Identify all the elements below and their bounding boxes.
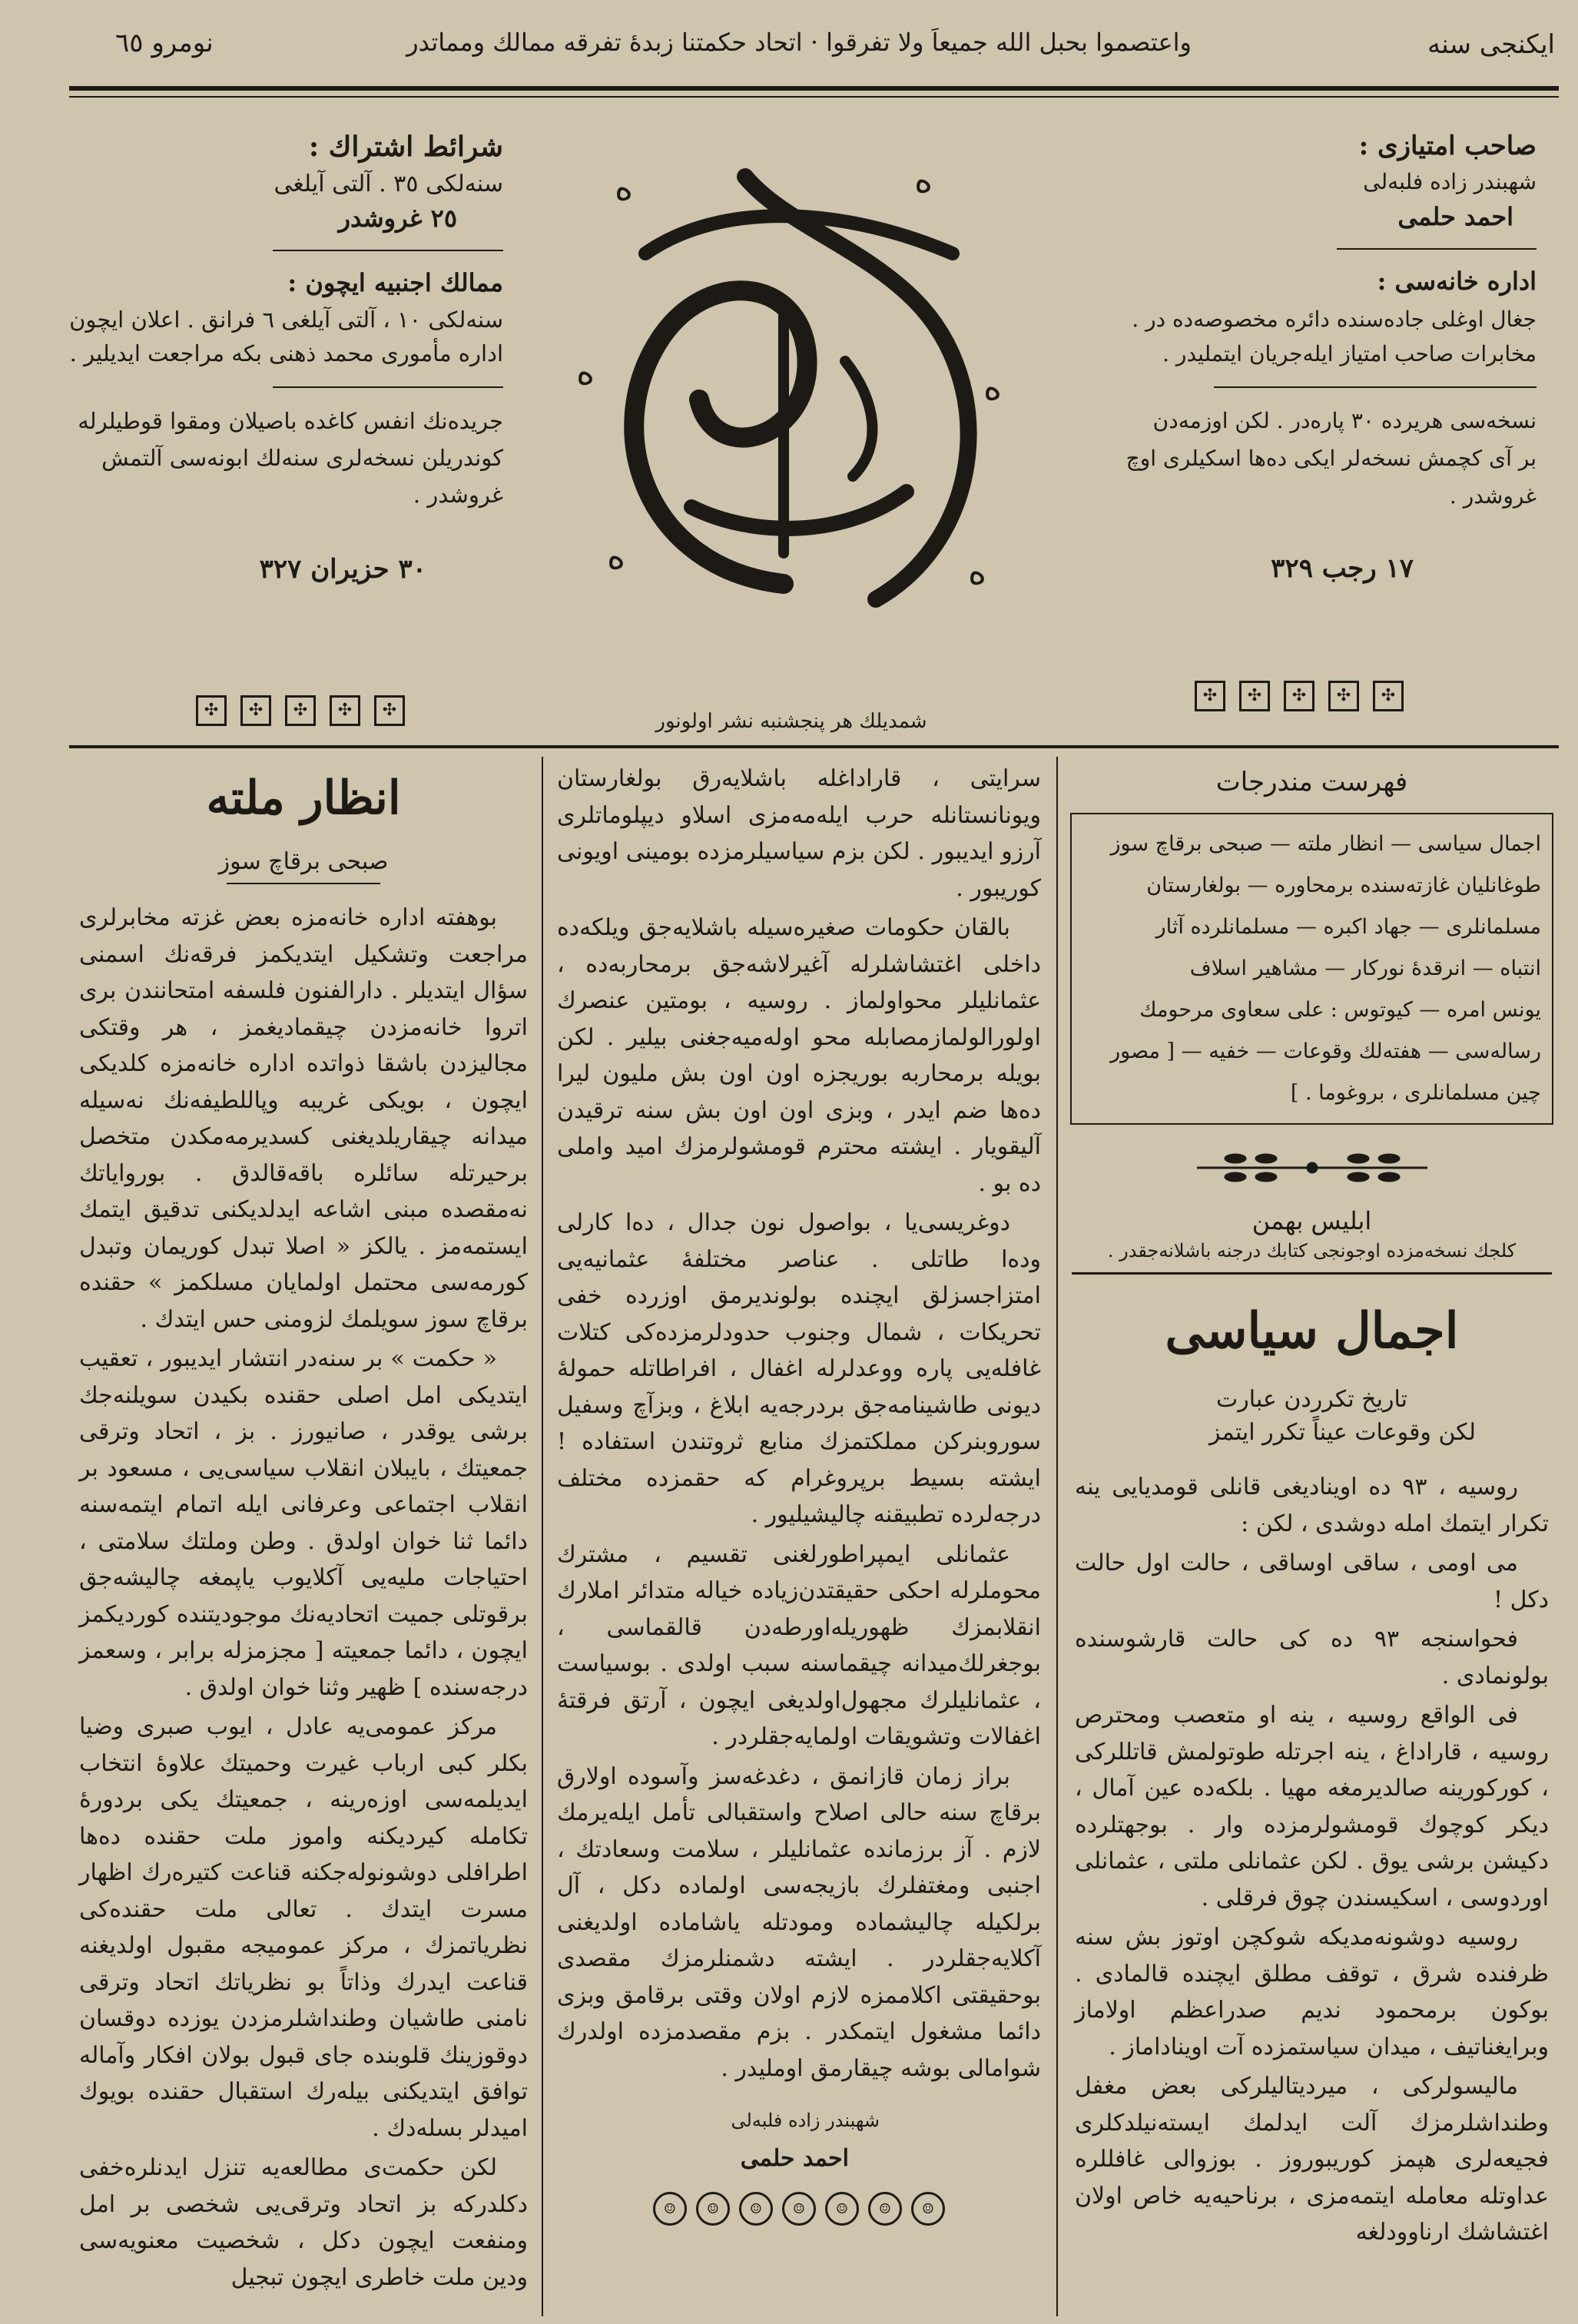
left-ornament-row [196, 695, 405, 726]
masthead-motto: واعتصموا بحبل الله جمیعاً ولا تفرقوا · اتحاد حکمتنا زبدهٔ تفرقه ممالك ومماتدر [406, 28, 1192, 57]
ijmal-body [1064, 1469, 1560, 2251]
weekly-note: شمدیلك هر پنجشنبه نشر اولونور [655, 710, 927, 733]
svg-text:ه: ه [576, 351, 595, 393]
paragraph: می اومی ، ساقی اوساقی ، حالت اول حالت دکل ! [1075, 1550, 1549, 1613]
toc-line: اجمال سیاسی — انظار ملته — صبحی برقاچ سوز [1110, 832, 1541, 856]
owner-box [1091, 131, 1537, 584]
middle-body [549, 761, 1049, 2087]
office-line2: مخابرات صاحب امتیاز ایله‌جریان ایتملیدر . [1162, 341, 1537, 366]
badge-ornament-icon: ☺ [911, 2192, 945, 2226]
badge-ornament-icon: ☺ [739, 2192, 773, 2226]
anzar-body [73, 900, 534, 2296]
price-line3: غروشدر . [1449, 483, 1537, 509]
badge-ornament-icon: ☺ [696, 2192, 730, 2226]
middle-column [549, 761, 1049, 2312]
foreign-line2: اداره مأموری محمد ذهنی بکه مراجعت ایدیلیر . [69, 340, 503, 366]
paragraph: روسیه دوشونه‌مدیکه شوکچن اوتوز بش سنه ظرفنده شرق ، توقف مطلق ایچنده قالمادی . بوکون برمحمود ندیم صدراعظم اولاماز وبرایغناتیف ، میدان سیاستمزده آت اویناداماز . [1075, 1924, 1549, 2060]
subscription-line2: ٢٥ غروشدر [338, 204, 457, 233]
toc-line: انتباه — انرقدهٔ نورکار — مشاهیر اسلاف [1189, 956, 1541, 980]
paragraph: مرکز عمومی‌یه عادل ، ایوب صبری وضیا بکلر کبی ارباب غیرت وحمیتك علاوهٔ انتخاب ایدیلمه‌سی اوزه‌رینه ، جمعیتك یکی بردورهٔ تکامله کیردیکنه واموز ملت حقنده ده‌ها اطرافلی دوشونوله‌جکنه قناعت کتیره‌رك اظهار مسرت ایتدك . تعالی ملت حقنده‌کی نظریاتمزك ، مرکز عمومیجه مقبول اولدیغنه قناعت ایدرك وذاتاً بو نظریاتك اتحاد وترقی نامنی طاشیان وطنداشلرمزدن یوزده دوقسان دوقوزینك قلوبنده جای قبول بولان افکار وآماله توافق ایتدیکنی بیله‌رك استقبال حقنده بویوك امیدلر بسله‌دك . [79, 1713, 528, 2142]
ijmal-epigraph-1: تاریخ تکرردن عبارت [1216, 1386, 1407, 1413]
badge-ornament-icon: ☺ [782, 2192, 816, 2226]
note-line3: غروشدر . [413, 482, 503, 508]
svg-text:ه: ه [968, 551, 987, 592]
signature-name: احمد حلمی [740, 2145, 849, 2172]
paragraph: عثمانلی ایمپراطورلغنی تقسیم ، مشترك محوملرله احکی حقیقتدن‌زیاده خیاله متدائر املارك انقلابمزك ظهوریله‌اورطه‌دن قالقماسی ، بوجغرلك‌میدانه چیقماسنه سبب اولدی . بوسیاست ، عثمانلیلرك مجهول‌اولدیغی ایچون ، آرتق فرقتهٔ اغفالات وتشویقات اولمایه‌جقلردر . [557, 1540, 1041, 1750]
paragraph: روسیه ، ٩٣ ده اویناديغی قانلی قومدیایی ینه تکرار ایتمك امله دوشدی ، لکن : [1075, 1474, 1549, 1537]
paragraph: دوغریسی‌یا ، بواصول نون جدال ، ده‌ا کارلی وده‌ا طاتلی . عناصر مختلفهٔ عثمانیه‌یی امتزاجسزلق ایچنده بولوندیرمق اوزرده خفی تحریکات ، شمال وجنوب حدودلرمزده‌کی کتلات غافله‌یی پاره ووعدلرله اغفال ، افراطاتله حمولهٔ دیونی طاشینامه‌جق بردرجه‌یه ابلاغ ، وبزآچ وسفیل سوروبنرکن مملکتمزك منابع ثروتندن استفاده ! ایشته بسیط برپروغرام که حقمزده مختلف درجه‌لرده تطبیقنه چالیشیلیور . [557, 1209, 1041, 1528]
signature-line: شهبندر زاده فلبه‌لی [731, 2110, 880, 2131]
subscription-heading: شرائط اشتراك : [308, 131, 503, 163]
ornament-icon: ✣ [1195, 681, 1225, 711]
ornament-icon: ✣ [1284, 681, 1314, 711]
masthead-logo [553, 108, 1029, 691]
laurel-divider-icon [1182, 1145, 1443, 1191]
ornament-icon: ✣ [1239, 681, 1270, 711]
column-rule-1 [542, 757, 543, 2316]
ornament-icon: ✣ [1373, 681, 1404, 711]
subscription-divider [273, 250, 503, 251]
ornament-icon: ✣ [1328, 681, 1359, 711]
office-heading: اداره خانه‌سی : [1377, 267, 1537, 296]
price-line2: بر آی کچمش نسخه‌لر ایکی ده‌ها اسکیلری اوچ [1125, 446, 1537, 471]
toc-line: رساله‌سی — هفته‌لك وقوعات — خفیه — [ مصور [1110, 1039, 1541, 1063]
owner-line1: شهبندر زاده فلبه‌لی [1363, 169, 1537, 194]
left-column [73, 761, 534, 2312]
anzar-author: صبحی برقاچ سوز [218, 848, 389, 875]
svg-text:ه: ه [914, 159, 933, 201]
ornament-icon: ✣ [196, 695, 227, 726]
foreign-line1: سنه‌لکی ١٠ ، آلتی آیلغی ٦ فرانق . اعلان ایچون [69, 307, 503, 333]
toc-line: مسلمانلری — جهاد اکبره — مسلمانلرده آثار [1155, 915, 1541, 939]
note-line1: جریده‌نك انفس کاغده باصیلان ومقوا قوطیلرله [78, 408, 503, 434]
right-ornament-row [1195, 681, 1404, 711]
note-line2: کوندریلن نسخه‌لری سنه‌لك ابونه‌سی آلتمش [101, 445, 503, 471]
foreign-heading: ممالك اجنبیه ایچون : [287, 268, 503, 297]
price-line1: نسخه‌سی هریرده ٣٠ پاره‌در . لکن اوزمه‌دن [1152, 408, 1537, 433]
subscription-box [69, 131, 503, 585]
ijmal-epigraph-2: لکن وقوعات عیناً تکرر ایتمز [1208, 1419, 1477, 1446]
toc-line: طوغانلیان غازته‌سنده برمحاوره — بولغارستان [1146, 874, 1541, 897]
toc-line: یونس امره — کیوتوس : علی سعاوی مرحومك [1139, 998, 1541, 1022]
paragraph: لکن حکمت‌ی مطالعه‌یه تنزل ایدنلره‌خفی دکلدرکه بز اتحاد وترقی‌یی شخصی بر امل ومنفعت ایچون دکل ، شخصیت معنویه‌سی ودین ملت خاطری ایچون تبجیل [79, 2154, 528, 2291]
svg-text:ه: ه [615, 167, 634, 208]
ad-title: ابلیس بهمن [1251, 1206, 1372, 1235]
owner-heading: صاحب امتیازی : [1358, 131, 1537, 161]
toc-heading: فهرست مندرجات [1215, 767, 1408, 797]
laurel-ornament [1064, 1145, 1560, 1194]
office-line1: جغال اوغلی جاده‌سنده دائره مخصوصه‌ده در . [1132, 307, 1537, 332]
subscription-divider-2 [273, 386, 503, 388]
ornament-icon: ✣ [240, 695, 271, 726]
rumi-date: ٣٠ حزیران ٣٢٧ [259, 554, 426, 585]
owner-divider-2 [1214, 386, 1537, 388]
middle-badge-row [549, 2192, 1049, 2226]
owner-divider [1337, 248, 1537, 250]
issue-number: نومرو ٦٥ [115, 28, 214, 58]
anzar-rule [227, 883, 380, 884]
paragraph: براز زمان قازانمق ، دغدغه‌سز وآسوده اولارق برقاچ سنه حالی اصلاح واستقبالی تأمل ایله‌یرمك لازم . آز برزمانده عثمانلیلر ، سلامت وسعادتك ، اجنبی ومغتفلرك بازیجه‌سی اولماده دکل ، آل برلکیله چالیشماده ومودتله یاشاماده اولدیغنی آکلایه‌جقلردر . ایشته دشمنلرمزك مقصدی بوحقیقتی اکلاممزه لازم اولان وقتی برقامق وبزی دائما مشغول ایتمکدر . بزم مقصدمزده‌ اولدرك شوامالی بوشه چیقارمق اوملیدر . [557, 1762, 1041, 2082]
masthead-rule-top-thin [69, 96, 1559, 98]
middle-signature [549, 2110, 1049, 2172]
svg-text:ه: ه [983, 366, 1003, 408]
paragraph: بوهفته اداره خانه‌مزه بعض غزته مخابرلری مراجعت وتشکیل ایتدیکمز فرقه‌نك اسمنی سؤال ایتدیلر . دارالفنون فلسفه امتحانندن بری اتروا خانه‌مزدن چیقماديغمز ، هر وقتكی مجالیزدن باشقا ذواتده اداره خانه‌مزه کلدیکی ایچون ، بویکی غریبه وپاللطیفه‌نك نه‌سیله میدانه چیقاریلدیغنی کسدیرمه‌مکدن متخصل برحیرتله سائلره باقه‌قالدق . بورواياتك نه‌مقصده مبنی اشاعه ایدلدیکنی تدقیق ایتمك ایستمه‌مز . یالکز « اصلا تبدل کوریمان وتبدل کورمه‌سی محتمل اولمایان مسلکمز » حقنده برقاچ سوز سویلمك لزومنی حس ایتدك . [79, 904, 528, 1333]
paragraph: فحواسنجه ٩٣ ده کی حالت قارشوسنده بولونمادی . [1075, 1626, 1549, 1689]
badge-ornament-icon: ☺ [825, 2192, 859, 2226]
owner-name: احمد حلمی [1397, 202, 1513, 231]
badge-ornament-icon: ☺ [653, 2192, 687, 2226]
badge-ornament-icon: ☺ [868, 2192, 902, 2226]
ad-rule [1072, 1272, 1552, 1275]
logo-text [553, 361, 1029, 469]
ijmal-title: اجمال سیاسی [1165, 1302, 1459, 1360]
paragraph: « حکمت » بر سنه‌در انتشار ایدیبور ، تعقیب ایتدیکی امل اصلی حقنده بکیدن سویلنه‌جك برشی یوقدر ، صانیورز . بز ، اتحاد وترقی جمعیتك ، بایبلان انقلاب سیاسی‌یی ، مسعود بر انقلاب اجتماعی وعرفانی ایله اتمام ایتمه‌سنه دائما ثنا خوان اولدق . وطن وملتك سلامتی ، احتیاجات ملیه‌یی آکلایوب یاپمغه چالیشه‌جق برقوتلی جمیت اتحادیه‌نك موجودیتنده کوردیکمز ایچون ، دائما جمعیته [ مجزمزله برابر ، وسعمز درجه‌سنده ] ظهیر وثنا خوان اولدق . [79, 1345, 528, 1701]
ornament-icon: ✣ [285, 695, 316, 726]
subscription-line1: سنه‌لکی ٣٥ . آلتی آیلغی [273, 171, 503, 197]
paragraph: سرایتی ، قاراداغله باشلایه‌رق بولغارستان ویونانستانله حرب ایله‌مه‌مزی اسلاو دیپلوماتلری آرزو ایدیبور . لکن بزم سیاسیلرمزده بومینی اویونی کوریبور . [557, 765, 1041, 902]
header-bottom-rule [69, 745, 1559, 748]
toc-line: چین مسلمانلری ، بروغوما . ] [1290, 1081, 1541, 1105]
paragraph: فی الواقع روسیه ، ینه او متعصب ومحترص روسیه ، قاراداغ ، ینه اجرتله طوتولمش قاتللرکی ، کورکورینه صالدیرمغه مهیا . بلکه‌ده عین آمال ، دیکر کوچوك قومشولرمزده وار . بوجهتلرده دکیشن برشی یوق . لکن عثمانلی ملتی ، عثمانلی اوردوسی ، اسکیسندن چوق فرقلی . [1075, 1702, 1549, 1911]
masthead-rule-top [69, 86, 1559, 91]
ad-text: کلجك نسخه‌مزده‌ اوجونجی کتابك درجنه باشلانه‌جقدر . [1107, 1240, 1517, 1261]
anzar-title: انظار ملته [206, 771, 401, 825]
right-column [1064, 761, 1560, 2312]
column-rule-2 [1056, 757, 1058, 2316]
hijri-date: ١٧ رجب ٣٢٩ [1271, 553, 1414, 584]
masthead-year: ایکنجی سنه [1427, 29, 1555, 60]
paragraph: بالقان حکومات صغیره‌سیله باشلایه‌جق ویلکه‌ده داخلی اغتشاشلرله آغیرلاشه‌جق برمحاربه‌ده ، عثمانلیلر محواولماز . روسیه ، بومتین عنصرك اولورالولمازمصابله محو اوله‌میه‌جغنی بیلیر . لکن بویله برمحاربه بوریجزه اون اون بش ملیون لیرا ده‌ها ضم ایدر ، وبزی اون اون بش سنه ترقیدن آلیقویار . ایشته محترم قومشولرمزك امید واملی ده بو . [557, 914, 1041, 1197]
svg-text:ه: ه [607, 535, 626, 577]
toc-box [1070, 813, 1553, 1125]
ornament-icon: ✣ [374, 695, 405, 726]
ornament-icon: ✣ [330, 695, 360, 726]
paragraph: مالیسولرکی ، میردیتالیلرکی بعض مغفل وطنداشلرمزك آلت ایدلمك ایسته‌نیلدکلری فجیعه‌لری هپمز کوریبوروز . بوزوالی غافللره عداوتله معامله ایتمه‌مزی ، برناحیه‌یه خاص اولان اغتشاشك ارناوودلغه [1075, 2073, 1549, 2246]
